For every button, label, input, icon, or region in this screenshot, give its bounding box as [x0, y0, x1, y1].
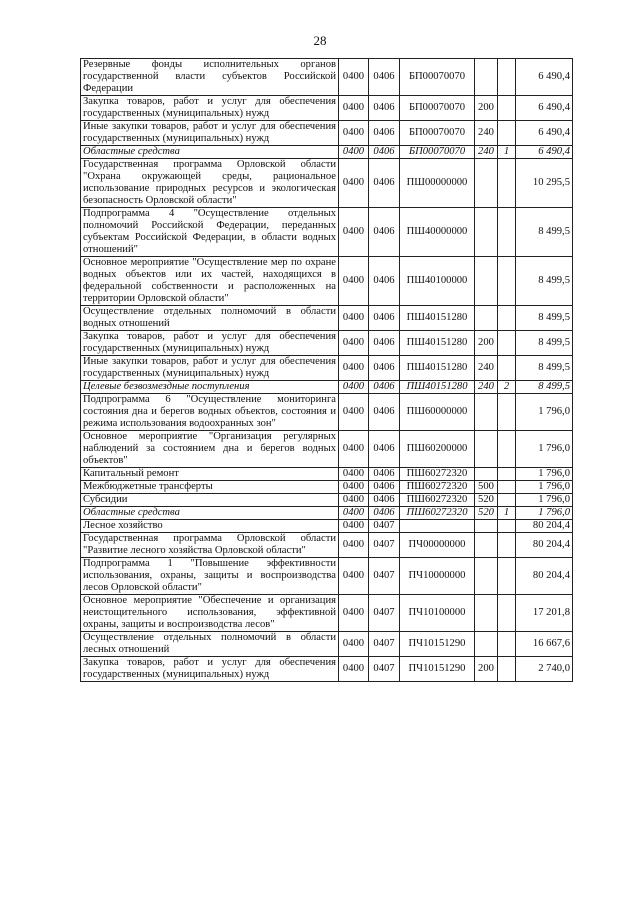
amount: 8 499,5	[516, 331, 573, 356]
subsection-code: 0406	[369, 331, 400, 356]
section-code: 0400	[339, 59, 369, 96]
funding-source-code	[498, 59, 516, 96]
target-article-code: ПЧ00000000	[400, 533, 475, 558]
amount: 1 796,0	[516, 431, 573, 468]
subsection-code: 0406	[369, 159, 400, 208]
section-code: 0400	[339, 331, 369, 356]
section-code: 0400	[339, 146, 369, 159]
target-article-code: ПЧ10151290	[400, 657, 475, 682]
table-row	[81, 331, 573, 356]
section-code: 0400	[339, 96, 369, 121]
expense-type-code	[475, 595, 498, 632]
expense-type-code	[475, 257, 498, 306]
subsection-code: 0406	[369, 96, 400, 121]
row-name: Подпрограмма 4 "Осуществление отдельных полномочий Российской Федерации, переданных субъектам Российской Федерации, в области водных отношений"	[81, 208, 339, 257]
amount: 1 796,0	[516, 394, 573, 431]
expense-type-code: 240	[475, 121, 498, 146]
expense-type-code	[475, 431, 498, 468]
amount: 80 204,4	[516, 520, 573, 533]
expense-type-code	[475, 159, 498, 208]
target-article-code	[400, 520, 475, 533]
funding-source-code	[498, 208, 516, 257]
expense-type-code: 500	[475, 481, 498, 494]
expense-type-code	[475, 533, 498, 558]
amount: 6 490,4	[516, 96, 573, 121]
funding-source-code	[498, 558, 516, 595]
funding-source-code	[498, 595, 516, 632]
table-row	[81, 507, 573, 520]
target-article-code: ПЧ10000000	[400, 558, 475, 595]
row-name: Государственная программа Орловской области "Развитие лесного хозяйства Орловской области"	[81, 533, 339, 558]
table-row	[81, 146, 573, 159]
amount: 80 204,4	[516, 533, 573, 558]
amount: 8 499,5	[516, 306, 573, 331]
row-name: Осуществление отдельных полномочий в области лесных отношений	[81, 632, 339, 657]
subsection-code: 0406	[369, 121, 400, 146]
funding-source-code	[498, 306, 516, 331]
subsection-code: 0407	[369, 533, 400, 558]
funding-source-code	[498, 96, 516, 121]
row-name: Основное мероприятие "Обеспечение и организация неистощительного использования, эффективной охраны, защиты и воспроизводства лесов"	[81, 595, 339, 632]
amount: 1 796,0	[516, 481, 573, 494]
row-name: Капитальный ремонт	[81, 468, 339, 481]
expense-type-code: 200	[475, 657, 498, 682]
target-article-code: ПШ60272320	[400, 494, 475, 507]
target-article-code: ПШ60272320	[400, 507, 475, 520]
row-name: Закупка товаров, работ и услуг для обеспечения государственных (муниципальных) нужд	[81, 657, 339, 682]
section-code: 0400	[339, 381, 369, 394]
section-code: 0400	[339, 520, 369, 533]
target-article-code: ПШ40100000	[400, 257, 475, 306]
subsection-code: 0407	[369, 520, 400, 533]
subsection-code: 0407	[369, 657, 400, 682]
table-row	[81, 96, 573, 121]
amount: 8 499,5	[516, 208, 573, 257]
row-name: Лесное хозяйство	[81, 520, 339, 533]
row-name: Государственная программа Орловской области "Охрана окружающей среды, рациональное использование природных ресурсов и экологическая безопасность Орловской области"	[81, 159, 339, 208]
funding-source-code	[498, 356, 516, 381]
subsection-code: 0406	[369, 507, 400, 520]
page-number: 28	[313, 33, 327, 48]
budget-table	[80, 58, 573, 682]
amount: 16 667,6	[516, 632, 573, 657]
section-code: 0400	[339, 595, 369, 632]
section-code: 0400	[339, 159, 369, 208]
amount: 80 204,4	[516, 558, 573, 595]
row-name: Подпрограмма 6 "Осуществление мониторинга состояния дна и берегов водных объектов, состояния и режима использования водоохранных зон"	[81, 394, 339, 431]
funding-source-code	[498, 431, 516, 468]
funding-source-code	[498, 657, 516, 682]
funding-source-code	[498, 257, 516, 306]
funding-source-code	[498, 331, 516, 356]
funding-source-code	[498, 520, 516, 533]
funding-source-code	[498, 394, 516, 431]
section-code: 0400	[339, 394, 369, 431]
subsection-code: 0406	[369, 59, 400, 96]
section-code: 0400	[339, 306, 369, 331]
target-article-code: ПШ40151280	[400, 331, 475, 356]
funding-source-code	[498, 494, 516, 507]
section-code: 0400	[339, 558, 369, 595]
subsection-code: 0406	[369, 494, 400, 507]
subsection-code: 0406	[369, 394, 400, 431]
row-name: Основное мероприятие "Осуществление мер по охране водных объектов или их частей, находящихся в федеральной собственности и расположенных на территории Орловской области"	[81, 257, 339, 306]
expense-type-code	[475, 208, 498, 257]
funding-source-code	[498, 481, 516, 494]
table-row	[81, 481, 573, 494]
expense-type-code	[475, 59, 498, 96]
section-code: 0400	[339, 657, 369, 682]
subsection-code: 0406	[369, 208, 400, 257]
funding-source-code	[498, 159, 516, 208]
funding-source-code: 2	[498, 381, 516, 394]
subsection-code: 0406	[369, 257, 400, 306]
table-row	[81, 394, 573, 431]
amount: 10 295,5	[516, 159, 573, 208]
section-code: 0400	[339, 481, 369, 494]
funding-source-code	[498, 468, 516, 481]
table-row	[81, 468, 573, 481]
target-article-code: ПШ40151280	[400, 356, 475, 381]
row-name: Областные средства	[81, 146, 339, 159]
row-name: Иные закупки товаров, работ и услуг для обеспечения государственных (муниципальных) нужд	[81, 356, 339, 381]
table-row	[81, 558, 573, 595]
target-article-code: ПШ60200000	[400, 431, 475, 468]
table-row	[81, 381, 573, 394]
amount: 1 796,0	[516, 494, 573, 507]
subsection-code: 0406	[369, 481, 400, 494]
table-row	[81, 257, 573, 306]
target-article-code: БП00070070	[400, 96, 475, 121]
table-row	[81, 121, 573, 146]
table-row	[81, 59, 573, 96]
target-article-code: ПЧ10100000	[400, 595, 475, 632]
table-row	[81, 431, 573, 468]
section-code: 0400	[339, 431, 369, 468]
expense-type-code: 240	[475, 356, 498, 381]
section-code: 0400	[339, 208, 369, 257]
funding-source-code: 1	[498, 146, 516, 159]
target-article-code: ПШ00000000	[400, 159, 475, 208]
subsection-code: 0406	[369, 306, 400, 331]
subsection-code: 0407	[369, 595, 400, 632]
target-article-code: ПШ60272320	[400, 468, 475, 481]
table-row	[81, 595, 573, 632]
subsection-code: 0406	[369, 146, 400, 159]
section-code: 0400	[339, 507, 369, 520]
table-row	[81, 657, 573, 682]
target-article-code: ПШ40151280	[400, 306, 475, 331]
target-article-code: ПШ40151280	[400, 381, 475, 394]
target-article-code: ПШ60000000	[400, 394, 475, 431]
subsection-code: 0406	[369, 356, 400, 381]
row-name: Подпрограмма 1 "Повышение эффективности использования, охраны, защиты и воспроизводства лесов Орловской области"	[81, 558, 339, 595]
table-row	[81, 632, 573, 657]
amount: 6 490,4	[516, 146, 573, 159]
target-article-code: ПЧ10151290	[400, 632, 475, 657]
table-row	[81, 159, 573, 208]
budget-table-body	[81, 59, 573, 682]
target-article-code: БП00070070	[400, 146, 475, 159]
expense-type-code	[475, 394, 498, 431]
row-name: Осуществление отдельных полномочий в области водных отношений	[81, 306, 339, 331]
row-name: Резервные фонды исполнительных органов государственной власти субъектов Российской Федерации	[81, 59, 339, 96]
funding-source-code	[498, 632, 516, 657]
target-article-code: БП00070070	[400, 59, 475, 96]
subsection-code: 0407	[369, 632, 400, 657]
subsection-code: 0406	[369, 431, 400, 468]
amount: 8 499,5	[516, 356, 573, 381]
expense-type-code: 240	[475, 381, 498, 394]
section-code: 0400	[339, 356, 369, 381]
funding-source-code	[498, 533, 516, 558]
expense-type-code	[475, 468, 498, 481]
row-name: Межбюджетные трансферты	[81, 481, 339, 494]
table-row	[81, 520, 573, 533]
expense-type-code	[475, 520, 498, 533]
amount: 8 499,5	[516, 381, 573, 394]
section-code: 0400	[339, 468, 369, 481]
row-name: Целевые безвозмездные поступления	[81, 381, 339, 394]
section-code: 0400	[339, 632, 369, 657]
table-row	[81, 306, 573, 331]
expense-type-code: 520	[475, 507, 498, 520]
funding-source-code	[498, 121, 516, 146]
section-code: 0400	[339, 121, 369, 146]
expense-type-code: 520	[475, 494, 498, 507]
row-name: Областные средства	[81, 507, 339, 520]
table-row	[81, 208, 573, 257]
subsection-code: 0406	[369, 468, 400, 481]
expense-type-code: 200	[475, 331, 498, 356]
expense-type-code: 240	[475, 146, 498, 159]
amount: 6 490,4	[516, 59, 573, 96]
table-row	[81, 356, 573, 381]
row-name: Основное мероприятие "Организация регулярных наблюдений за состоянием дна и берегов водных объектов"	[81, 431, 339, 468]
row-name: Иные закупки товаров, работ и услуг для обеспечения государственных (муниципальных) нужд	[81, 121, 339, 146]
target-article-code: ПШ60272320	[400, 481, 475, 494]
subsection-code: 0406	[369, 381, 400, 394]
row-name: Закупка товаров, работ и услуг для обеспечения государственных (муниципальных) нужд	[81, 331, 339, 356]
funding-source-code: 1	[498, 507, 516, 520]
amount: 8 499,5	[516, 257, 573, 306]
section-code: 0400	[339, 533, 369, 558]
target-article-code: ПШ40000000	[400, 208, 475, 257]
expense-type-code	[475, 632, 498, 657]
expense-type-code	[475, 558, 498, 595]
target-article-code: БП00070070	[400, 121, 475, 146]
amount: 2 740,0	[516, 657, 573, 682]
subsection-code: 0407	[369, 558, 400, 595]
amount: 17 201,8	[516, 595, 573, 632]
section-code: 0400	[339, 257, 369, 306]
amount: 1 796,0	[516, 468, 573, 481]
table-row	[81, 494, 573, 507]
row-name: Субсидии	[81, 494, 339, 507]
amount: 1 796,0	[516, 507, 573, 520]
amount: 6 490,4	[516, 121, 573, 146]
expense-type-code: 200	[475, 96, 498, 121]
table-row	[81, 533, 573, 558]
row-name: Закупка товаров, работ и услуг для обеспечения государственных (муниципальных) нужд	[81, 96, 339, 121]
expense-type-code	[475, 306, 498, 331]
section-code: 0400	[339, 494, 369, 507]
